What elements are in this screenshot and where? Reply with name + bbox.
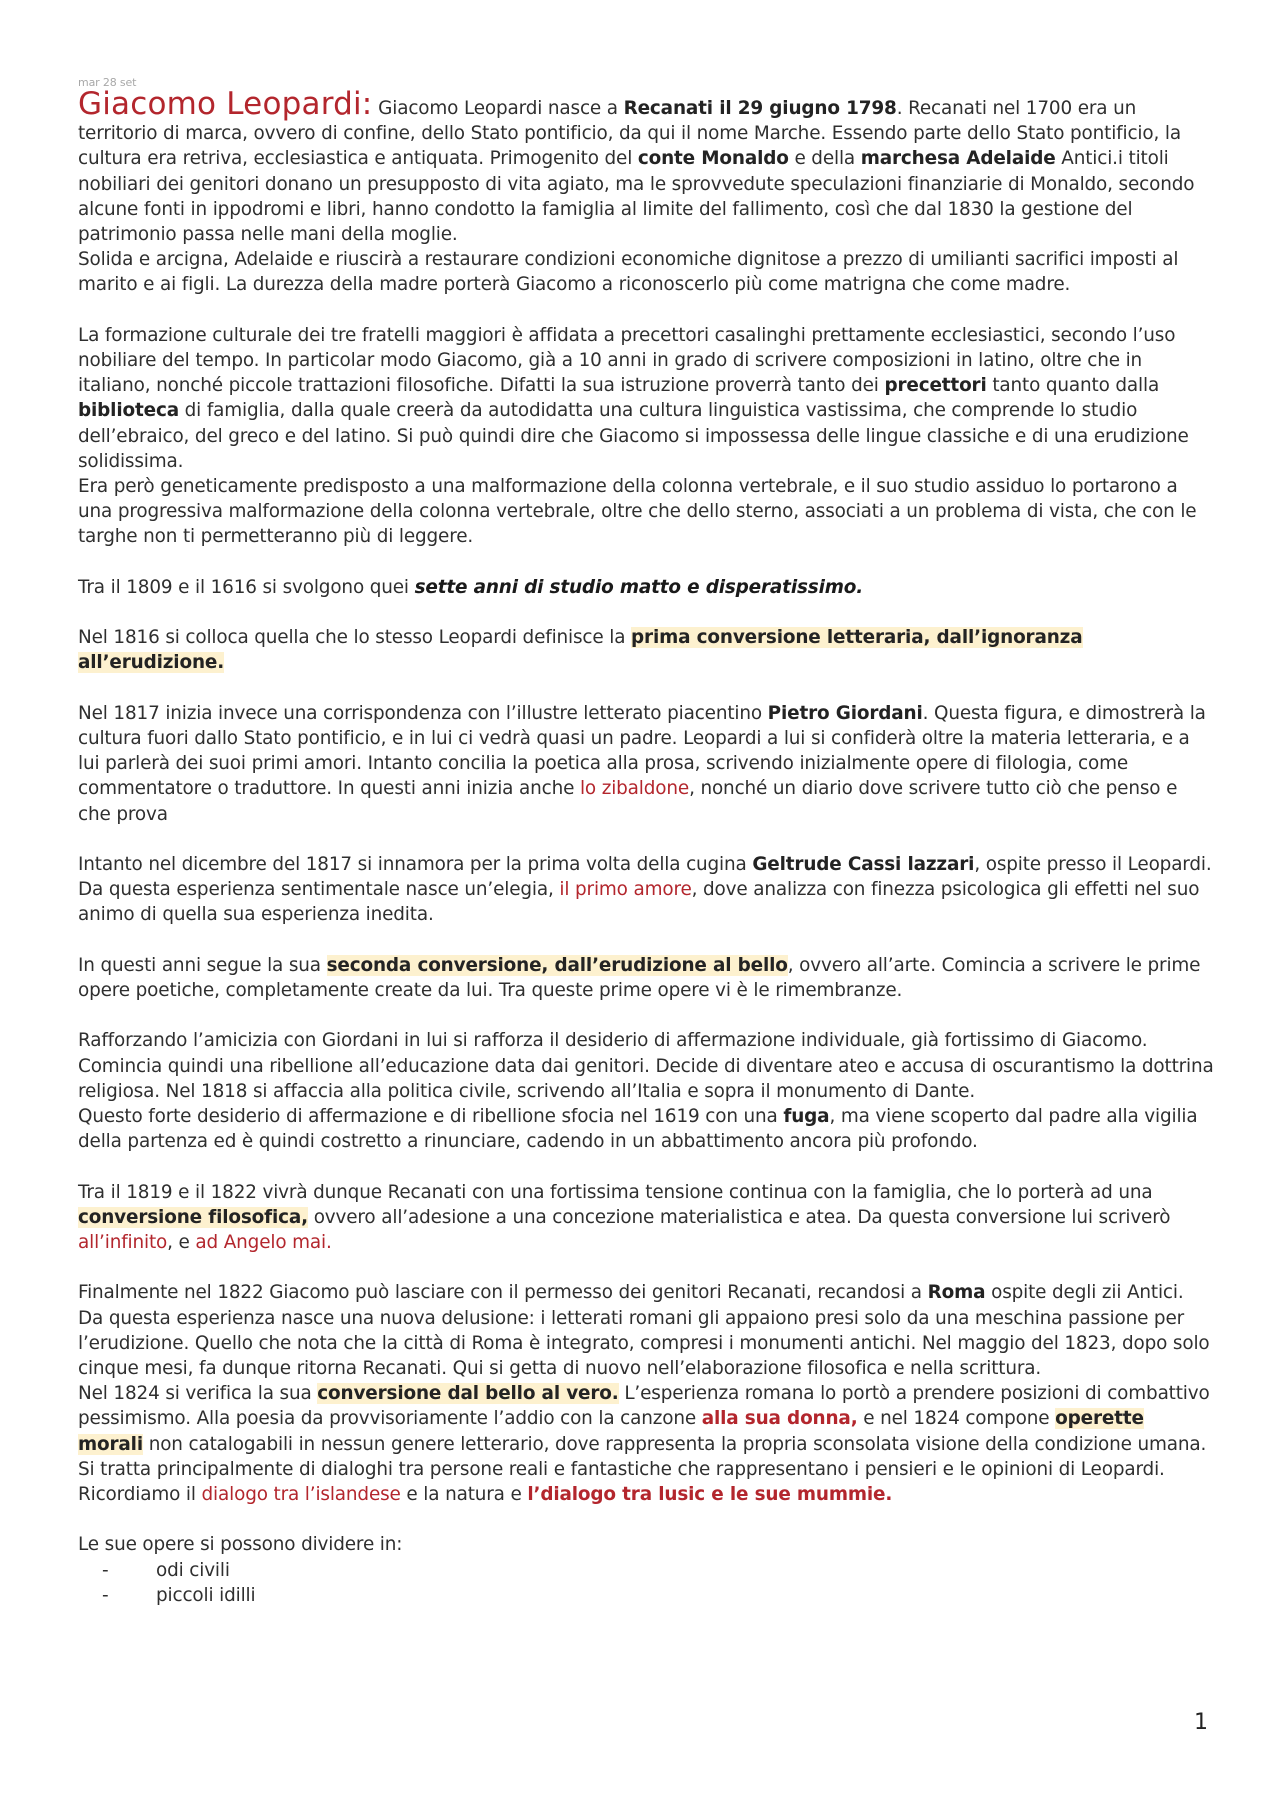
red-text: all’infinito [78, 1232, 168, 1254]
text: e la natura e [400, 1484, 528, 1506]
paragraph-ribellione: Rafforzando l’amicizia con Giordani in lui si rafforza il desiderio di affermazione individuale, già fortissimo di Giacomo. Comincia quindi una ribellione all’educazione data dai genitori. Decide di diventare ateo e accusa di oscurantismo la dottrina religiosa. Nel 1818 si affaccia alla politica civile, scrivendo all’Italia e sopra il monumento di Dante. [78, 1030, 1214, 1102]
text: . Questa figura, e dimostrerà la cultura fuori dallo Stato pontificio, e in lui ci vedrà quasi un padre. Leopardi a lui si confiderà oltre la materia letteraria, e a lui parlerà dei suoi primi amori. Intanto concilia la poetica alla prosa, scrivendo inizialmente opere di filologia, come commentatore o traduttore. In questi anni inizia anche [78, 702, 1206, 800]
paragraph-opere: Le sue opere si possono dividere in: [78, 1534, 403, 1556]
paragraph-prima-conversione [78, 625, 1214, 675]
text: e nel 1824 compone [857, 1408, 1056, 1430]
red-text: ad Angelo mai. [195, 1232, 332, 1254]
text: Nel 1816 si colloca quella che lo stesso Leopardi definisce la [78, 627, 632, 649]
text: Intanto nel dicembre del 1817 si innamora per la prima volta della cugina [78, 854, 753, 876]
bold-italic-text: sette anni di studio matto e disperatissimo. [414, 576, 864, 598]
bold-text: Pietro Giordani [767, 702, 923, 724]
text: di famiglia, dalla quale creerà da autodidatta una cultura linguistica vastissima, che comprende lo studio dell’ebraico, del greco e del latino. Si può quindi dire che Giacomo si impossessa delle lingue classiche e di una erudizione solidissima. [78, 400, 1189, 472]
text: ospite degli zii Antici. Da questa esperienza nasce una nuova delusione: i letterati romani gli appaiono presi solo da una meschina passione per l’erudizione. Quello che nota che la città di Roma è integrato, compresi i monumenti antichi. Nel maggio del 1823, dopo solo cinque mesi, fa dunque ritorna Recanati. Qui si getta di nuovo nell’elaborazione filosofica e nella scrittura. [78, 1282, 1210, 1380]
works-list [78, 1558, 1214, 1608]
paragraph-fuga [78, 1104, 1214, 1154]
text: L’esperienza romana lo portò a prendere posizioni di combattivo pessimismo. Alla poesia da provvisoriamente l’addio con la canzone [78, 1383, 1210, 1430]
highlighted-text: seconda conversione, dall’erudizione al bello [326, 954, 788, 976]
text: Nel 1824 si verifica la sua [78, 1383, 318, 1405]
text: non catalogabili in nessun genere letterario, dove rappresenta la propria sconsolata visione della condizione umana. Si tratta principalmente di dialoghi tra persone reali e fantastiche che rappresentano i pensieri e le opinioni di Leopardi. Ricordiamo il [78, 1433, 1207, 1506]
bold-text: Recanati il 29 giugno 1798 [623, 98, 897, 119]
highlighted-text: conversione dal bello al vero. [317, 1383, 619, 1405]
red-text: alla sua donna, [701, 1408, 858, 1430]
paragraph-conversione-filosofica [78, 1180, 1214, 1256]
text: tanto quanto dalla [986, 375, 1160, 397]
text: e della [788, 148, 861, 170]
text: , nonché un diario dove scrivere tutto ciò che penso e che prova [78, 778, 1178, 825]
text: . Recanati nel 1700 era un territorio di marca, ovvero di confine, dello Stato pontificio, da qui il nome Marche. Essendo parte dello Stato pontificio, la cultura era retriva, ecclesiastica e antiquata. Primogenito del [78, 98, 1181, 170]
text: La formazione culturale dei tre fratelli maggiori è affidata a precettori casalinghi prettamente ecclesiastici, secondo l’uso nobiliare del tempo. In particolar modo Giacomo, già a 10 anni in grado di scrivere composizioni in latino, oltre che in italiano, nonché piccole trattazioni filosofiche. Difatti la sua istruzione proverrà tanto dei [78, 324, 1176, 397]
text: , ovvero all’arte. Comincia a scrivere le prime opere poetiche, completamente create da lui. Tra queste prime opere vi è le rimembranze. [78, 954, 1201, 1002]
text: Nel 1817 inizia invece una corrispondenza con l’illustre letterato piacentino [78, 702, 768, 724]
highlighted-text: operette morali [78, 1408, 1144, 1455]
paragraph-adelaide: Solida e arcigna, Adelaide e riuscirà a restaurare condizioni economiche dignitose a prezzo di umilianti sacrifici imposti al marito e ai figli. La durezza della madre porterà Giacomo a riconoscerlo più come matrigna che come madre. [78, 249, 1179, 296]
text: Finalmente nel 1822 Giacomo può lasciare con il permesso dei genitori Recanati, recandosi a [78, 1282, 928, 1304]
text: , dove analizza con finezza psicologica gli effetti nel suo animo di quella sua esperienza inedita. [78, 879, 1200, 926]
red-text: dialogo tra l’islandese [201, 1484, 401, 1506]
bold-text: precettori [884, 375, 987, 397]
text: Antici.i titoli nobiliari dei genitori donano un presupposto di vita agiato, ma le sprovvedute speculazioni finanziarie di Monaldo, secondo alcune fonti in ippodromi e libri, hanno condotto la famiglia al limite del fallimento, così che dal 1830 la gestione del patrimonio passa nelle mani della moglie. [78, 148, 1195, 246]
red-text: l’dialogo tra lusic e le sue mummie. [527, 1484, 893, 1506]
bold-text: Roma [927, 1282, 986, 1304]
text: ovvero all’adesione a una concezione materialistica e atea. Da questa conversione lui scriverò [308, 1206, 1171, 1228]
paragraph-formazione [78, 323, 1214, 474]
paragraph-malformazione: Era però geneticamente predisposto a una malformazione della colonna vertebrale, e il suo studio assiduo lo portarono a una progressiva malformazione della colonna vertebrale, oltre che dello sterno, associati a un problema di vista, che con le targhe non ti permetteranno più di leggere. [78, 476, 1197, 548]
bold-text: marchesa Adelaide [860, 148, 1056, 170]
text: Giacomo Leopardi nasce a [372, 98, 624, 119]
text: Questo forte desiderio di affermazione e di ribellione sfocia nel 1619 con una [78, 1106, 784, 1128]
bold-text: biblioteca [78, 400, 179, 422]
paragraph-seconda-conversione [78, 953, 1214, 1003]
red-text: il primo amore [559, 879, 692, 901]
text: Tra il 1809 e il 1616 si svolgono quei [78, 576, 415, 598]
page-number: 1 [1194, 1710, 1208, 1735]
text: , ma viene scoperto dal padre alla vigilia della partenza ed è quindi costretto a rinunciare, cadendo in un abbattimento ancora più profondo. [78, 1106, 1198, 1153]
note-date: mar 28 set [78, 76, 137, 89]
bold-text: conte Monaldo [637, 148, 789, 170]
paragraph-intro [78, 86, 1214, 247]
paragraph-studio [78, 575, 1214, 600]
paragraph-geltrude [78, 852, 1214, 928]
text: In questi anni segue la sua [78, 954, 327, 976]
bold-text: Geltrude Cassi lazzari [752, 854, 975, 876]
list-item: - odi civili [102, 1558, 1214, 1583]
paragraph-bello-al-vero [78, 1381, 1214, 1507]
text: , e [167, 1232, 196, 1254]
document-page [78, 76, 1214, 1608]
highlighted-text: prima conversione letteraria, dall’ignoranza all’erudizione. [78, 627, 1083, 674]
paragraph-roma [78, 1280, 1214, 1381]
paragraph-giordani [78, 701, 1214, 827]
text: , ospite presso il Leopardi. Da questa esperienza sentimentale nasce un’elegia, [78, 854, 1212, 901]
red-text: lo zibaldone [579, 778, 690, 800]
bold-text: fuga [783, 1106, 830, 1128]
highlighted-text: conversione filosofica, [78, 1206, 308, 1228]
list-item: - piccoli idilli [102, 1583, 1214, 1608]
page-title: Giacomo Leopardi: [78, 86, 373, 122]
text: Tra il 1819 e il 1822 vivrà dunque Recanati con una fortissima tensione continua con la famiglia, che lo porterà ad una [78, 1181, 1153, 1203]
